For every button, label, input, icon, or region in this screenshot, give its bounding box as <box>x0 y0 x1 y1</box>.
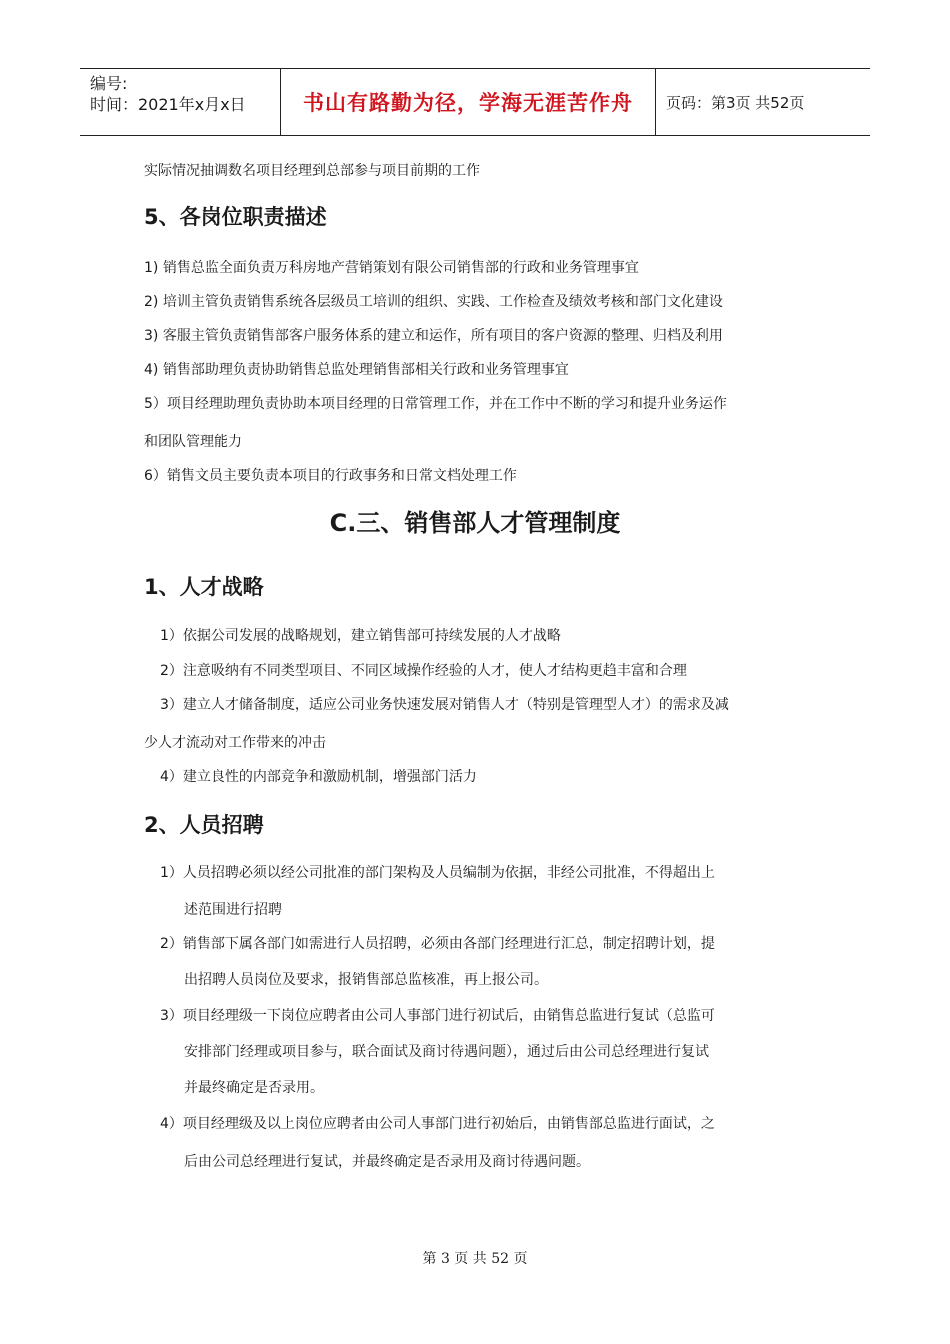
intro-line: 实际情况抽调数名项目经理到总部参与项目前期的工作 <box>144 163 480 179</box>
sec2-line: 3）项目经理级一下岗位应聘者由公司人事部门进行初试后，由销售总监进行复试（总监可 <box>160 1008 715 1024</box>
sec5-line: 2) 培训主管负责销售系统各层级员工培训的组织、实践、工作检查及绩效考核和部门文化建设 <box>144 294 723 310</box>
sec2-line: 述范围进行招聘 <box>184 902 282 918</box>
page-header <box>80 68 870 136</box>
sec5-line: 3) 客服主管负责销售部客户服务体系的建立和运作，所有项目的客户资源的整理、归档及利用 <box>144 328 723 344</box>
sec1-line: 3）建立人才储备制度，适应公司业务快速发展对销售人才（特别是管理型人才）的需求及减 <box>160 697 729 713</box>
chapter-title: C.三、销售部人才管理制度 <box>329 509 621 537</box>
sec5-line: 4) 销售部助理负责协助销售总监处理销售部相关行政和业务管理事宜 <box>144 362 569 378</box>
sec5-line: 1) 销售总监全面负责万科房地产营销策划有限公司销售部的行政和业务管理事宜 <box>144 260 639 276</box>
sec2-line: 后由公司总经理进行复试，并最终确定是否录用及商讨待遇问题。 <box>184 1154 590 1170</box>
sec5-line: 6）销售文员主要负责本项目的行政事务和日常文档处理工作 <box>144 468 517 484</box>
document-number-label: 编号: <box>90 74 128 93</box>
sec5-line: 5）项目经理助理负责协助本项目经理的日常管理工作，并在工作中不断的学习和提升业务运作 <box>144 396 727 412</box>
section-5-heading: 5、各岗位职责描述 <box>144 205 327 229</box>
sec2-line: 4）项目经理级及以上岗位应聘者由公司人事部门进行初始后，由销售部总监进行面试，之 <box>160 1116 715 1132</box>
sec1-line: 2）注意吸纳有不同类型项目、不同区域操作经验的人才，使人才结构更趋丰富和合理 <box>160 663 687 679</box>
sec1-line: 1）依据公司发展的战略规划，建立销售部可持续发展的人才战略 <box>160 628 561 644</box>
sec2-line: 2）销售部下属各部门如需进行人员招聘，必须由各部门经理进行汇总，制定招聘计划，提 <box>160 936 715 952</box>
header-motto: 书山有路勤为径，学海无涯苦作舟 <box>280 69 656 135</box>
sec1-line: 少人才流动对工作带来的冲击 <box>144 735 326 751</box>
section-1-heading: 1、人才战略 <box>144 575 264 599</box>
document-date: 时间：2021年x月x日 <box>90 95 246 114</box>
sec2-line: 1）人员招聘必须以经公司批准的部门架构及人员编制为依据，非经公司批准，不得超出上 <box>160 865 715 881</box>
header-meta <box>80 69 280 135</box>
section-2-heading: 2、人员招聘 <box>144 813 264 837</box>
sec2-line: 并最终确定是否录用。 <box>184 1080 324 1096</box>
sec1-line: 4）建立良性的内部竞争和激励机制，增强部门活力 <box>160 769 477 785</box>
sec2-line: 安排部门经理或项目参与，联合面试及商讨待遇问题），通过后由公司总经理进行复试 <box>184 1044 709 1060</box>
page-footer: 第 3 页 共 52 页 <box>422 1251 528 1267</box>
header-page-info: 页码：第3页 共52页 <box>666 93 805 112</box>
sec5-line: 和团队管理能力 <box>144 434 242 450</box>
sec2-line: 出招聘人员岗位及要求，报销售部总监核准，再上报公司。 <box>184 972 548 988</box>
